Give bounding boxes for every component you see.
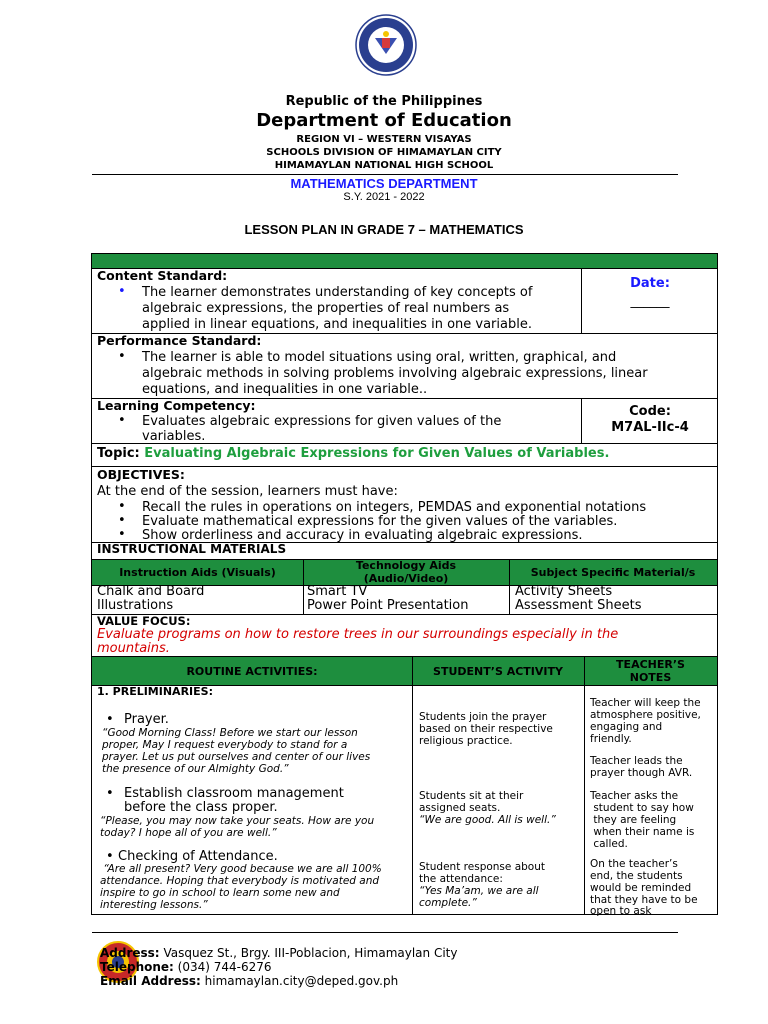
school-text: HIMAMAYLAN NATIONAL HIGH SCHOOL [274, 160, 494, 171]
date-value[interactable]: ______ [630, 294, 670, 309]
attendance-teacher-5: open to ask [590, 905, 652, 917]
performance-line-1: The learner is able to model situations using oral, written, graphical, and [142, 350, 617, 365]
objective-item-1: Recall the rules in operations on integers, PEMDAS and exponential notations [142, 500, 647, 515]
management-student-2: assigned seats. [419, 802, 501, 814]
prayer-teacher-7: prayer though AVR. [590, 767, 693, 779]
footer-divider [92, 932, 678, 933]
division-text: SCHOOLS DIVISION OF HIMAMAYLAN CITY [266, 147, 502, 158]
bullet: • [118, 527, 126, 542]
materials-header-tech-1: Technology Aids [355, 559, 457, 572]
prayer-quote-2: proper, May I request everybody to stand for a [102, 739, 348, 751]
routine-header-activities: ROUTINE ACTIVITIES: [186, 664, 318, 678]
objectives-label: OBJECTIVES: [97, 467, 185, 482]
attendance-student-quote-2: complete.” [419, 897, 477, 909]
competency-line-2: variables. [142, 429, 206, 444]
code-value: M7AL-IIc-4 [611, 420, 689, 435]
attendance-quote-1: “Are all present? Very good because we are all 100% [100, 863, 382, 875]
attendance-teacher-4: that they have to be [590, 894, 698, 906]
prayer-student-3: religious practice. [419, 735, 513, 747]
content-standard-line-2: algebraic expressions, the properties of real numbers as [142, 301, 510, 316]
prayer-quote-3: prayer. Let us put ourselves and center of our lives [102, 751, 371, 763]
prayer-student-2: based on their respective [419, 723, 553, 735]
attendance-student-1: Student response about [419, 861, 545, 873]
header-divider [92, 174, 678, 175]
content-standard-line-1: The learner demonstrates understanding of key concepts of [142, 285, 533, 300]
footer-email [100, 974, 398, 988]
materials-col3-2: Assessment Sheets [515, 598, 642, 613]
objectives-intro: At the end of the session, learners must have: [97, 484, 398, 499]
prayer-student-1: Students join the prayer [419, 711, 547, 723]
management-teacher-5: called. [590, 838, 628, 850]
materials-col1-2: Illustrations [97, 598, 174, 613]
math-department: MATHEMATICS DEPARTMENT [290, 176, 478, 191]
deped-seal [355, 14, 417, 76]
footer-telephone [100, 960, 272, 974]
email-value[interactable]: himamaylan.city@deped.gov.ph [204, 974, 399, 988]
materials-header-subject: Subject Specific Material/s [530, 565, 696, 579]
materials-header-tech [303, 558, 509, 586]
preliminaries-label: 1. PRELIMINARIES: [97, 685, 213, 698]
attendance-quote-4: interesting lessons.” [100, 899, 208, 911]
management-quote-1: “Please, you may now take your seats. How are you [100, 815, 375, 827]
region-text: REGION VI – WESTERN VISAYAS [296, 134, 472, 145]
routine-header-teacher-1: TEACHER’S [616, 658, 685, 671]
content-standard-line-3: applied in linear equations, and inequalities in one variable. [142, 317, 532, 332]
prayer-teacher-1: Teacher will keep the [590, 697, 701, 709]
bullet: • [118, 413, 126, 428]
materials-col1-1: Chalk and Board [97, 584, 205, 599]
bullet: • [118, 513, 126, 528]
management-teacher-3: they are feeling [590, 814, 677, 826]
topic-label: Topic: [97, 446, 140, 461]
attendance-teacher-2: end, the students [590, 870, 683, 882]
management-quote-2: today? I hope all of you are well.” [100, 827, 277, 839]
topic-row [97, 446, 609, 461]
objective-item-3: Show orderliness and accuracy in evaluating algebraic expressions. [142, 528, 583, 543]
telephone-label: Telephone: [100, 960, 174, 974]
bullet: • [118, 349, 126, 364]
prayer-quote-1: “Good Morning Class! Before we start our lesson [102, 727, 358, 739]
materials-header-tech-2: (Audio/Video) [363, 572, 449, 585]
management-title-2: before the class proper. [124, 800, 278, 815]
attendance-student-quote-1: “Yes Ma’am, we are all [419, 885, 539, 897]
performance-line-3: equations, and inequalities in one variable.. [142, 382, 428, 397]
footer-address [100, 946, 457, 960]
materials-col2-1: Smart TV [307, 584, 368, 599]
prayer-quote-4: the presence of our Almighty God.” [102, 763, 289, 775]
green-top-bar [92, 254, 717, 268]
prayer-teacher-2: atmosphere positive, [590, 709, 701, 721]
email-label: Email Address: [100, 974, 201, 988]
lesson-title: LESSON PLAN IN GRADE 7 – MATHEMATICS [244, 222, 524, 237]
performance-line-2: algebraic methods in solving problems involving algebraic expressions, linear [142, 366, 648, 381]
management-teacher-1: Teacher asks the [590, 790, 679, 802]
code-label: Code: [629, 404, 671, 419]
address-value: Vasquez St., Brgy. III-Poblacion, Himamaylan City [163, 946, 458, 960]
topic-text: Evaluating Algebraic Expressions for Given Values of Variables. [144, 446, 610, 461]
management-student-quote: “We are good. All is well.” [419, 814, 556, 826]
prayer-teacher-3: engaging and [590, 721, 663, 733]
materials-header-visuals: Instruction Aids (Visuals) [119, 565, 276, 579]
management-title-1: Establish classroom management [124, 786, 344, 801]
value-focus-label: VALUE FOCUS: [97, 614, 191, 628]
routine-header-teacher [584, 656, 717, 686]
routine-header-student: STUDENT’S ACTIVITY [433, 664, 563, 678]
attendance-teacher-3: would be reminded [590, 882, 692, 894]
value-focus-line-1: Evaluate programs on how to restore trees in our surroundings especially in the [97, 627, 619, 642]
department-title: Department of Education [256, 110, 512, 131]
content-standard-label: Content Standard: [97, 268, 228, 283]
bullet: • [106, 849, 114, 864]
objective-item-2: Evaluate mathematical expressions for the given values of the variables. [142, 514, 618, 529]
routine-header-teacher-2: NOTES [629, 671, 672, 684]
attendance-teacher-1: On the teacher’s [590, 858, 678, 870]
prayer-title: Prayer. [124, 712, 169, 727]
attendance-title: Checking of Attendance. [118, 849, 278, 864]
prayer-teacher-6: Teacher leads the [590, 755, 683, 767]
management-teacher-2: student to say how [590, 802, 694, 814]
bullet: • [106, 712, 114, 727]
materials-col2-2: Power Point Presentation [307, 598, 469, 613]
school-year: S.Y. 2021 - 2022 [343, 191, 425, 203]
prayer-teacher-4: friendly. [590, 733, 632, 745]
competency-line-1: Evaluates algebraic expressions for given values of the [142, 414, 502, 429]
attendance-student-2: the attendance: [419, 873, 503, 885]
value-focus-line-2: mountains. [97, 641, 170, 656]
performance-standard-label: Performance Standard: [97, 333, 262, 348]
management-teacher-4: when their name is [590, 826, 695, 838]
date-label: Date: [630, 276, 670, 291]
attendance-quote-3: inspire to go in school to learn some new and [100, 887, 340, 899]
learning-competency-label: Learning Competency: [97, 398, 256, 413]
bullet: • [118, 499, 126, 514]
materials-col3-1: Activity Sheets [515, 584, 613, 599]
management-student-1: Students sit at their [419, 790, 524, 802]
republic-text: Republic of the Philippines [285, 94, 483, 109]
bullet: • [106, 786, 114, 801]
bullet: • [118, 284, 126, 299]
address-label: Address: [100, 946, 160, 960]
attendance-quote-2: attendance. Hoping that everybody is motivated and [100, 875, 380, 887]
telephone-value: (034) 744-6276 [177, 960, 272, 974]
materials-label: INSTRUCTIONAL MATERIALS [97, 542, 287, 556]
